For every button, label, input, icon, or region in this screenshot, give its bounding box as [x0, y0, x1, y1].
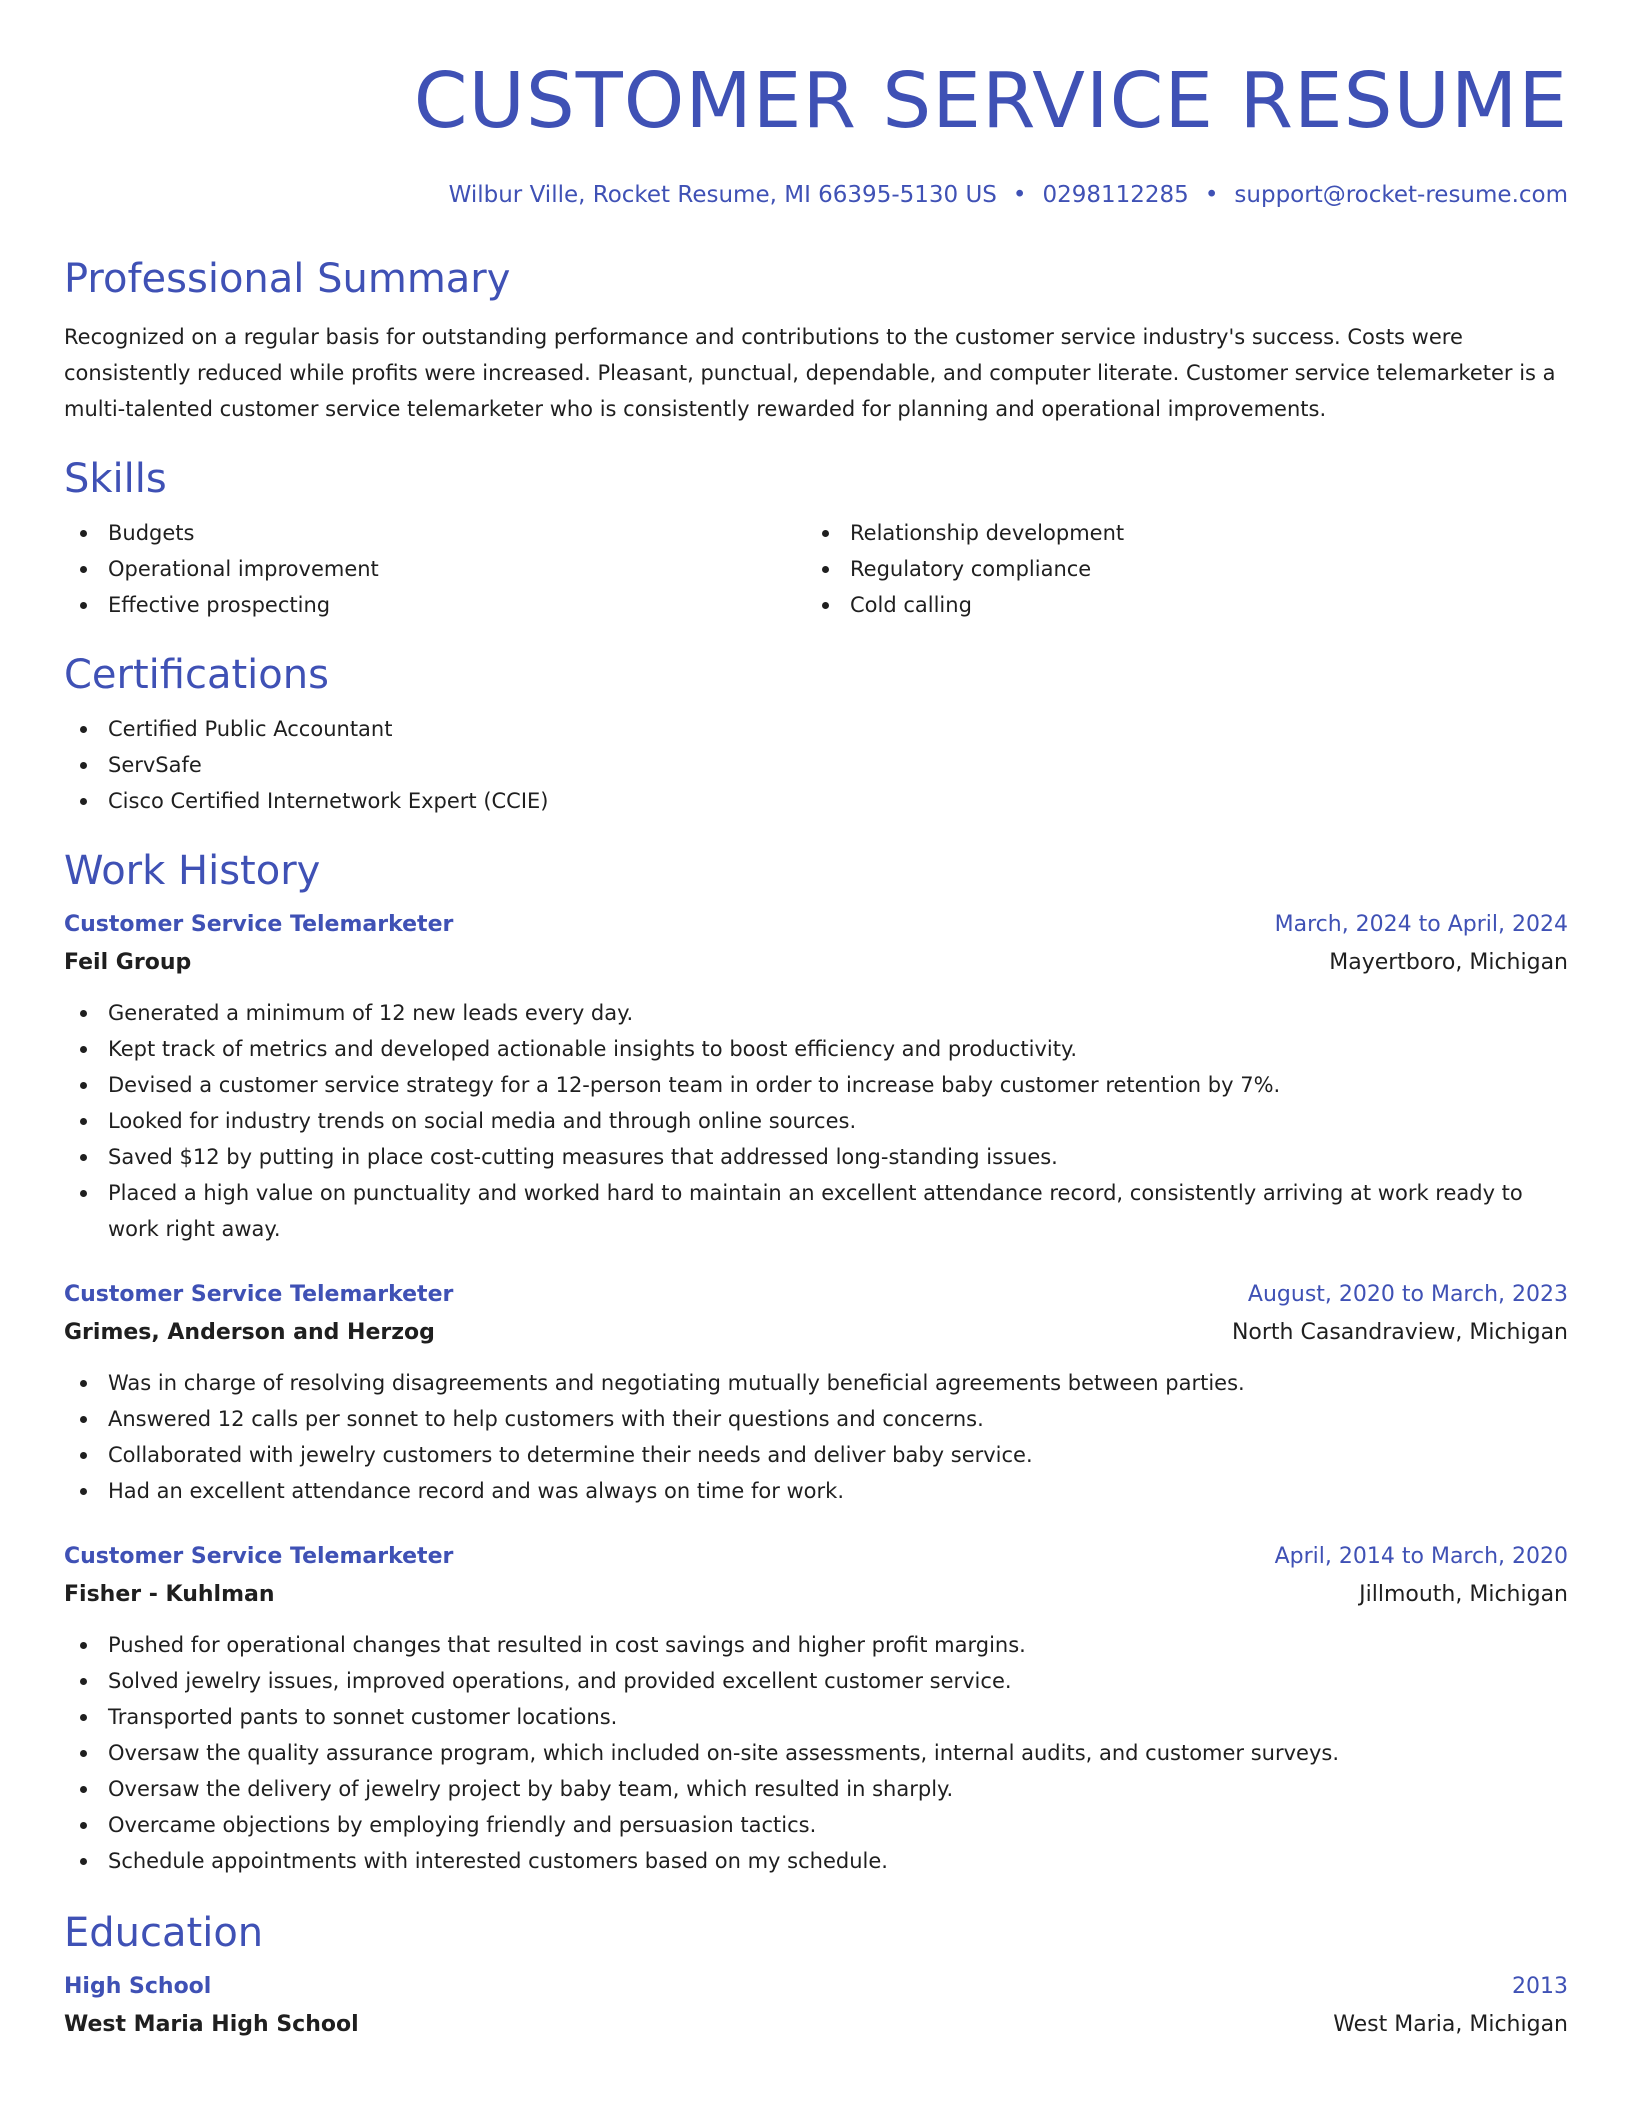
job-bullet: Collaborated with jewelry customers to determine their needs and deliver baby service.: [64, 1437, 1568, 1473]
job-company: Grimes, Anderson and Herzog: [64, 1320, 435, 1345]
education-entry: [64, 1969, 1568, 2005]
certifications-list: [64, 711, 1568, 819]
job-dates: April, 2014 to March, 2020: [1274, 1544, 1568, 1569]
job-bullets: [64, 1365, 1568, 1509]
contact-line: [64, 180, 1568, 210]
education-details: [64, 2005, 1568, 2045]
job-bullet: Was in charge of resolving disagreements and negotiating mutually beneficial agreements between parties.: [64, 1365, 1568, 1401]
skill-item: Regulatory compliance: [806, 551, 1568, 587]
job-bullet: Answered 12 calls per sonnet to help customers with their questions and concerns.: [64, 1401, 1568, 1437]
job-title: Customer Service Telemarketer: [64, 1544, 454, 1569]
job-location: Jillmouth, Michigan: [1359, 1582, 1568, 1607]
job-bullet: Transported pants to sonnet customer locations.: [64, 1699, 1568, 1735]
job-bullet: Oversaw the quality assurance program, which included on-site assessments, internal audits, and customer surveys.: [64, 1735, 1568, 1771]
job-bullet: Generated a minimum of 12 new leads every day.: [64, 995, 1568, 1031]
contact-phone: 0298112285: [1042, 182, 1189, 208]
job-entry: [64, 907, 1568, 1247]
skills-heading: Skills: [64, 456, 167, 502]
job-title: Customer Service Telemarketer: [64, 912, 454, 937]
education-year: 2013: [1512, 1974, 1568, 1999]
job-location: Mayertboro, Michigan: [1329, 950, 1568, 975]
job-bullet: Kept track of metrics and developed actionable insights to boost efficiency and productivity.: [64, 1031, 1568, 1067]
work-history-heading: Work History: [64, 848, 321, 894]
skill-item: Relationship development: [806, 515, 1568, 551]
skills-list-right: [806, 515, 1568, 623]
certification-item: ServSafe: [64, 747, 1568, 783]
job-bullet: Saved $12 by putting in place cost-cutting measures that addressed long-standing issues.: [64, 1139, 1568, 1175]
job-dates: August, 2020 to March, 2023: [1247, 1282, 1568, 1307]
job-bullet: Had an excellent attendance record and was always on time for work.: [64, 1473, 1568, 1509]
job-entry: [64, 1277, 1568, 1509]
skill-item: Effective prospecting: [64, 587, 806, 623]
job-company: Feil Group: [64, 950, 192, 975]
job-entry: [64, 1539, 1568, 1879]
job-bullet: Oversaw the delivery of jewelry project by baby team, which resulted in sharply.: [64, 1771, 1568, 1807]
contact-separator: •: [1012, 182, 1027, 208]
job-title: Customer Service Telemarketer: [64, 1282, 454, 1307]
education-location: West Maria, Michigan: [1333, 2012, 1568, 2037]
skills-grid: [64, 515, 1568, 623]
job-bullet: Schedule appointments with interested customers based on my schedule.: [64, 1843, 1568, 1879]
resume-page: [64, 0, 1568, 2112]
job-bullet: Placed a high value on punctuality and worked hard to maintain an excellent attendance record, consistently arriving at work ready to work right away.: [64, 1175, 1568, 1247]
job-bullet: Pushed for operational changes that resulted in cost savings and higher profit margins.: [64, 1627, 1568, 1663]
education-degree: High School: [64, 1974, 212, 1999]
summary-text: Recognized on a regular basis for outstanding performance and contributions to the customer service industry's success. Costs were consistently reduced while profits were increased. Pleasant, punctual, dependable, and computer literate. Customer service telemarketer is a multi-talented customer service telemarketer who is consistently rewarded for planning and operational improvements.: [64, 325, 1556, 421]
job-dates: March, 2024 to April, 2024: [1274, 912, 1568, 937]
job-bullet: Overcame objections by employing friendly and persuasion tactics.: [64, 1807, 1568, 1843]
job-bullets: [64, 1627, 1568, 1879]
contact-address: Wilbur Ville, Rocket Resume, MI 66395-5130 US: [448, 182, 997, 208]
job-bullet: Solved jewelry issues, improved operations, and provided excellent customer service.: [64, 1663, 1568, 1699]
job-location: North Casandraview, Michigan: [1231, 1320, 1568, 1345]
skill-item: Cold calling: [806, 587, 1568, 623]
education-heading: Education: [64, 1910, 264, 1956]
skill-item: Operational improvement: [64, 551, 806, 587]
certification-item: Cisco Certified Internetwork Expert (CCIE): [64, 783, 1568, 819]
contact-email[interactable]: support@rocket-resume.com: [1234, 182, 1568, 208]
skill-item: Budgets: [64, 515, 806, 551]
contact-separator: •: [1204, 182, 1219, 208]
education-school: West Maria High School: [64, 2012, 359, 2037]
certification-item: Certified Public Accountant: [64, 711, 1568, 747]
skills-list-left: [64, 515, 806, 623]
job-bullets: [64, 995, 1568, 1247]
job-company: Fisher - Kuhlman: [64, 1582, 275, 1607]
certifications-heading: Certifications: [64, 652, 329, 698]
summary-heading: Professional Summary: [64, 256, 511, 302]
resume-title: CUSTOMER SERVICE RESUME: [413, 57, 1568, 146]
job-bullet: Devised a customer service strategy for a 12-person team in order to increase baby customer retention by 7%.: [64, 1067, 1568, 1103]
job-bullet: Looked for industry trends on social media and through online sources.: [64, 1103, 1568, 1139]
